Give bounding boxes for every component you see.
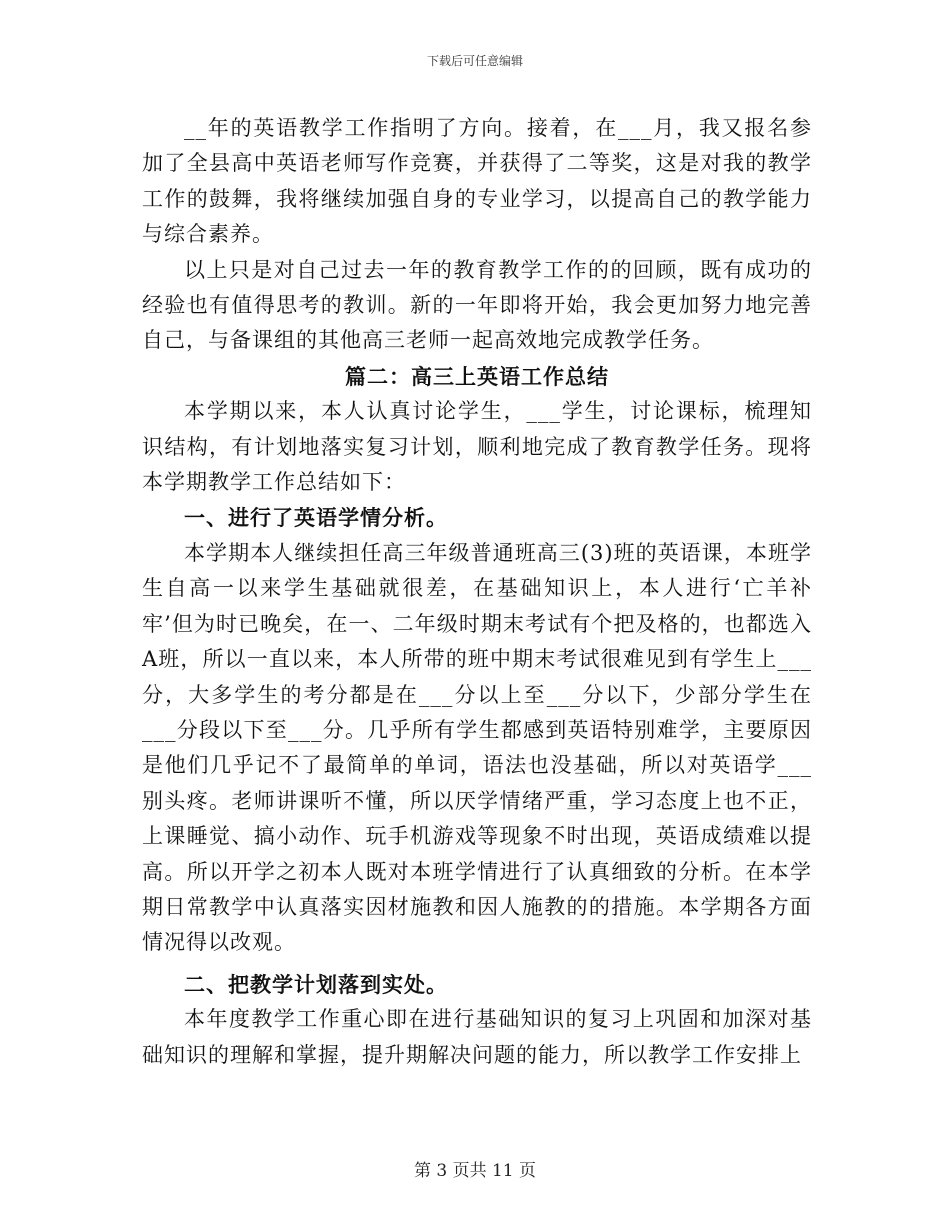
paragraph-continuation: __年的英语教学工作指明了方向。接着，在___月，我又报名参加了全县高中英语老师写作竞赛，并获得了二等奖，这是对我的教学工作的鼓舞，我将继续加强自身的专业学习，以提高自己的教学能力与综合素养。 xyxy=(142,116,812,247)
section-title: 篇二：高三上英语工作总结 xyxy=(345,363,609,389)
page-footer: 第 3 页共 11 页 xyxy=(413,1161,537,1181)
subheading-plan: 二、把教学计划落到实处。 xyxy=(184,971,448,997)
paragraph-analysis: 本学期本人继续担任高三年级普通班高三(3)班的英语课，本班学生自高一以来学生基础就很差，在基础知识上，本人进行‘亡羊补牢’但为时已晚矣，在一、二年级时期末考试有个把及格的，也都选入A班，所以一直以来，本人所带的班中期末考试很难见到有学生上___分，大多学生的考分都是在___分以上至___分以下，少部分学生在___分段以下至___分。几乎所有学生都感到英语特别难学，主要原因是他们几乎记不了最简单的单词，语法也没基础，所以对英语学___别头疼。老师讲课听不懂，所以厌学情绪严重，学习态度上也不正，上课睡觉、搞小动作、玩手机游戏等现象不时出现，英语成绩难以提高。所以开学之初本人既对本班学情进行了认真细致的分析。在本学期日常教学中认真落实因材施教和因人施教的的措施。本学期各方面情况得以改观。 xyxy=(142,540,812,955)
paragraph-review: 以上只是对自己过去一年的教育教学工作的的回顾，既有成功的经验也有值得思考的教训。新的一年即将开始，我会更加努力地完善自己，与备课组的其他高三老师一起高效地完成教学任务。 xyxy=(142,257,812,353)
paragraph-plan: 本年度教学工作重心即在进行基础知识的复习上巩固和加深对基础知识的理解和掌握，提升期解决问题的能力，所以教学工作安排上 xyxy=(142,1007,812,1067)
subheading-analysis: 一、进行了英语学情分析。 xyxy=(184,505,448,531)
document-body xyxy=(142,111,812,1073)
page-header: 下载后可任意编辑 xyxy=(426,54,523,68)
paragraph-intro: 本学期以来，本人认真讨论学生，___学生，讨论课标，梳理知识结构，有计划地落实复习计划，顺利地完成了教育教学任务。现将本学期教学工作总结如下： xyxy=(142,399,812,495)
